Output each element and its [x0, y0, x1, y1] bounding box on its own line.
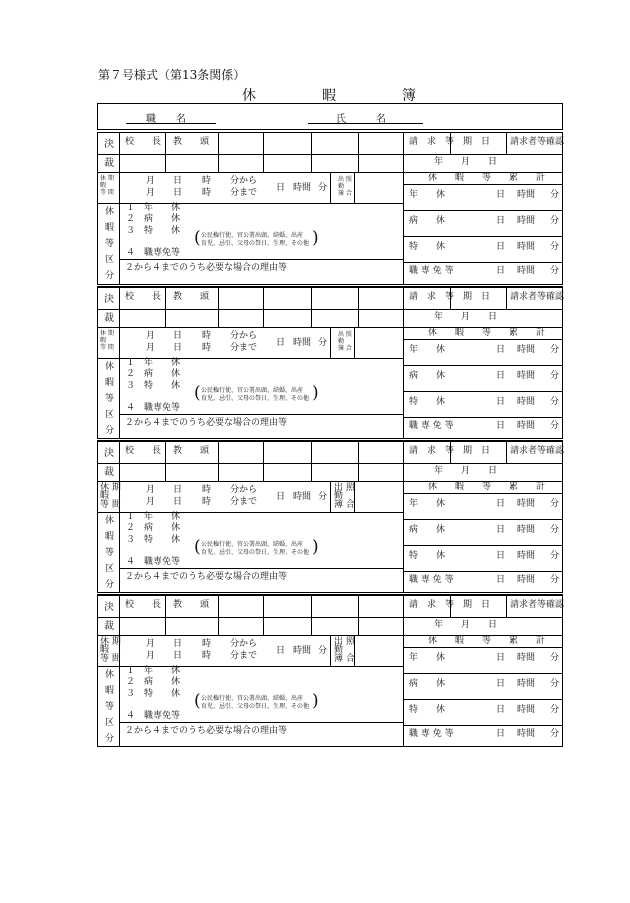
request-date-unit: 年	[434, 157, 444, 167]
approver-principal: 校 長	[125, 137, 162, 147]
approver-principal: 校 長	[125, 292, 162, 302]
category-label: 分	[105, 426, 115, 436]
period-to-unit: 時	[202, 188, 212, 198]
reason-label: ２から４までのうち必要な場合の理由等	[125, 572, 288, 582]
leave-category: ３ 特 休	[126, 381, 181, 391]
tally-row-label: 年 休	[409, 345, 446, 355]
tally-unit: 日	[496, 705, 506, 715]
tally-unit: 日	[496, 729, 506, 739]
category-label: 区	[105, 410, 115, 420]
period-label: 等 間	[100, 189, 114, 196]
period-total-unit: 時間	[293, 492, 312, 502]
tally-unit: 分	[550, 421, 560, 431]
tally-row-label: 年 休	[409, 653, 446, 663]
attendance-check-label: 簿 合	[334, 500, 355, 510]
attendance-check-label: 出 照	[338, 331, 352, 338]
tally-unit: 分	[550, 216, 560, 226]
approval-label: 裁	[104, 158, 114, 169]
period-from-unit: 月	[146, 176, 156, 186]
leave-category: １ 年 休	[126, 203, 181, 213]
attendance-check-label: 簿 合	[334, 654, 355, 664]
tally-row-label: 病 休	[409, 216, 446, 226]
approver-vice-principal: 教 頭	[173, 137, 210, 147]
attendance-check-label: 勤	[338, 338, 345, 345]
tally-unit: 時間	[517, 499, 536, 509]
tally-unit: 日	[496, 266, 506, 276]
tally-unit: 時間	[517, 653, 536, 663]
tally-row-label: 職 専 免 等	[409, 421, 454, 431]
period-to-unit: 分まで	[230, 343, 258, 353]
reason-label: ２から４までのうち必要な場合の理由等	[125, 263, 288, 273]
period-from-unit: 時	[202, 639, 212, 649]
period-from-unit: 時	[202, 176, 212, 186]
tally-header: 休 暇 等 累 計	[428, 328, 546, 338]
tally-header: 休 暇 等 累 計	[428, 173, 546, 183]
tally-unit: 分	[550, 266, 560, 276]
period-total-unit: 日	[276, 338, 286, 348]
tally-unit: 日	[496, 679, 506, 689]
leave-record-block: 決 裁 校 長 教 頭 休 期 暇 等 間 月 月 日 日 時 時 分から 分まで 日 時間 分 出 照 勤 簿 合 休 暇 等 区 １ 年 休 ２ 病 休 ３ 特 休 ４ 職専免等 ( ) 公民権行使、官公署出頭、結婚、出産 育児、忌引、父母の祭日、生理、その他 ２から４までのうち必要な場合の理由等 請 求 等 期 日 請求者等確認 年 月 日 休 暇 等 累 計 年 休 日 時間 分 病 休 日 時間 分 特 休 日 時間 分 職 専 免 等 日 時間 分 分	[97, 594, 563, 747]
attendance-check-label: 出 照	[334, 637, 355, 647]
leave-category: ３ 特 休	[126, 226, 181, 236]
request-date-unit: 日	[488, 157, 498, 167]
requester-confirm-header: 請求者等確認	[510, 292, 565, 302]
tally-unit: 分	[550, 397, 560, 407]
period-to-unit: 分まで	[230, 651, 258, 661]
tally-row-label: 特 休	[409, 705, 446, 715]
tally-row-label: 年 休	[409, 190, 446, 200]
tally-unit: 分	[550, 679, 560, 689]
category-label: 分	[105, 580, 115, 590]
request-date-header: 請 求 等 期 日	[409, 137, 491, 147]
period-to-unit: 分まで	[230, 497, 258, 507]
leave-category: １ 年 休	[126, 666, 181, 676]
period-label: 休 期	[100, 175, 114, 182]
leave-category: ３ 特 休	[126, 689, 181, 699]
tally-unit: 分	[550, 729, 560, 739]
attendance-check-label: 勤	[338, 183, 345, 190]
category-label: 区	[105, 255, 115, 265]
tally-unit: 日	[496, 421, 506, 431]
tally-row-label: 年 休	[409, 499, 446, 509]
special-leave-note: 公民権行使、官公署出頭、結婚、出産	[201, 232, 304, 239]
period-from-unit: 月	[146, 485, 156, 495]
request-date-unit: 月	[461, 157, 471, 167]
category-label: 暇	[105, 223, 115, 233]
category-label: 等	[105, 702, 115, 712]
period-to-unit: 月	[146, 188, 156, 198]
request-date-unit: 日	[488, 312, 498, 322]
request-date-header: 請 求 等 期 日	[409, 292, 491, 302]
attendance-check-label: 簿 合	[338, 190, 352, 197]
tally-unit: 日	[496, 397, 506, 407]
name-label: 氏 名	[336, 114, 386, 125]
tally-unit: 時間	[517, 679, 536, 689]
attendance-check-label: 出 照	[338, 176, 352, 183]
tally-unit: 時間	[517, 551, 536, 561]
attendance-check-label: 勤	[334, 491, 344, 501]
tally-row-label: 特 休	[409, 242, 446, 252]
period-label: 暇	[100, 182, 107, 189]
category-label: 等	[105, 548, 115, 558]
form-number: 第７号様式（第13条関係）	[98, 68, 246, 82]
tally-unit: 時間	[517, 705, 536, 715]
tally-unit: 日	[496, 525, 506, 535]
period-from-unit: 日	[173, 485, 183, 495]
approval-label: 裁	[104, 467, 114, 478]
tally-unit: 日	[496, 575, 506, 585]
period-label: 等 間	[100, 654, 121, 664]
tally-unit: 時間	[517, 729, 536, 739]
leave-record-block: 決 裁 校 長 教 頭 休 期 暇 等 間 月 月 日 日 時 時 分から 分まで 日 時間 分 出 照 勤 簿 合 休 暇 等 区 １ 年 休 ２ 病 休 ３ 特 休 ４ 職専免等 ( ) 公民権行使、官公署出頭、結婚、出産 育児、忌引、父母の祭日、生理、その他 ２から４までのうち必要な場合の理由等 請 求 等 期 日 請求者等確認 年 月 日 休 暇 等 累 計 年 休 日 時間 分 病 休 日 時間 分 特 休 日 時間 分 職 専 免 等 日 時間 分 分	[97, 132, 563, 285]
category-label: 分	[105, 271, 115, 281]
period-total-unit: 分	[318, 183, 328, 193]
tally-unit: 分	[550, 345, 560, 355]
period-from-unit: 日	[173, 331, 183, 341]
period-total-unit: 分	[318, 492, 328, 502]
leave-category: ４ 職専免等	[126, 711, 181, 721]
period-from-unit: 分から	[230, 176, 258, 186]
leave-category: ３ 特 休	[126, 535, 181, 545]
approval-label: 裁	[104, 621, 114, 632]
tally-row-label: 職 専 免 等	[409, 729, 454, 739]
period-label: 休 期	[100, 637, 121, 647]
tally-unit: 分	[550, 705, 560, 715]
tally-unit: 日	[496, 551, 506, 561]
request-date-unit: 日	[488, 620, 498, 630]
leave-record-block: 決 裁 校 長 教 頭 休 期 暇 等 間 月 月 日 日 時 時 分から 分まで 日 時間 分 出 照 勤 簿 合 休 暇 等 区 １ 年 休 ２ 病 休 ３ 特 休 ４ 職専免等 ( ) 公民権行使、官公署出頭、結婚、出産 育児、忌引、父母の祭日、生理、その他 ２から４までのうち必要な場合の理由等 請 求 等 期 日 請求者等確認 年 月 日 休 暇 等 累 計 年 休 日 時間 分 病 休 日 時間 分 特 休 日 時間 分 職 専 免 等 日 時間 分 分	[97, 286, 563, 439]
period-total-unit: 分	[318, 646, 328, 656]
tally-row-label: 職 専 免 等	[409, 575, 454, 585]
tally-unit: 日	[496, 242, 506, 252]
period-to-unit: 日	[173, 651, 183, 661]
period-to-unit: 時	[202, 343, 212, 353]
period-from-unit: 分から	[230, 485, 258, 495]
period-from-unit: 時	[202, 331, 212, 341]
tally-unit: 分	[550, 551, 560, 561]
tally-unit: 時間	[517, 242, 536, 252]
tally-unit: 日	[496, 190, 506, 200]
tally-unit: 時間	[517, 266, 536, 276]
period-to-unit: 分まで	[230, 188, 258, 198]
period-from-unit: 分から	[230, 639, 258, 649]
reason-label: ２から４までのうち必要な場合の理由等	[125, 418, 288, 428]
special-leave-note: 育児、忌引、父母の祭日、生理、その他	[201, 240, 310, 247]
tally-row-label: 病 休	[409, 371, 446, 381]
approver-vice-principal: 教 頭	[173, 600, 210, 610]
tally-unit: 分	[550, 499, 560, 509]
approval-label: 裁	[104, 313, 114, 324]
category-label: 区	[105, 718, 115, 728]
leave-category: ２ 病 休	[126, 214, 181, 224]
period-from-unit: 月	[146, 331, 156, 341]
period-from-unit: 日	[173, 176, 183, 186]
category-label: 等	[105, 239, 115, 249]
period-to-unit: 月	[146, 651, 156, 661]
requester-confirm-header: 請求者等確認	[510, 137, 565, 147]
period-to-unit: 日	[173, 343, 183, 353]
leave-category: １ 年 休	[126, 358, 181, 368]
tally-unit: 時間	[517, 525, 536, 535]
special-leave-note: 育児、忌引、父母の祭日、生理、その他	[201, 549, 310, 556]
tally-unit: 日	[496, 371, 506, 381]
leave-category: ２ 病 休	[126, 369, 181, 379]
tally-unit: 時間	[517, 421, 536, 431]
period-label: 等 間	[100, 500, 121, 510]
tally-header: 休 暇 等 累 計	[428, 636, 546, 646]
category-label: 分	[105, 734, 115, 744]
special-leave-note: 公民権行使、官公署出頭、結婚、出産	[201, 541, 304, 548]
tally-unit: 分	[550, 371, 560, 381]
leave-category: ４ 職専免等	[126, 248, 181, 258]
approval-label: 決	[104, 602, 114, 613]
tally-unit: 時間	[517, 575, 536, 585]
tally-unit: 日	[496, 216, 506, 226]
position-label: 職 名	[146, 114, 186, 125]
approver-principal: 校 長	[125, 446, 162, 456]
request-date-unit: 年	[434, 466, 444, 476]
special-leave-note: 公民権行使、官公署出頭、結婚、出産	[201, 387, 304, 394]
approval-label: 決	[104, 448, 114, 459]
leave-category: ４ 職専免等	[126, 557, 181, 567]
employee-header	[97, 103, 563, 130]
approval-label: 決	[104, 294, 114, 305]
category-label: 等	[105, 394, 115, 404]
requester-confirm-header: 請求者等確認	[510, 446, 565, 456]
period-from-unit: 日	[173, 639, 183, 649]
tally-row-label: 病 休	[409, 525, 446, 535]
request-date-unit: 月	[461, 466, 471, 476]
reason-label: ２から４までのうち必要な場合の理由等	[125, 726, 288, 736]
period-total-unit: 分	[318, 338, 328, 348]
period-to-unit: 時	[202, 651, 212, 661]
tally-unit: 分	[550, 575, 560, 585]
category-label: 休	[105, 362, 115, 372]
period-to-unit: 月	[146, 343, 156, 353]
period-label: 等 間	[100, 344, 114, 351]
special-leave-note: 育児、忌引、父母の祭日、生理、その他	[201, 395, 310, 402]
category-label: 休	[105, 207, 115, 217]
title-char: 簿	[402, 88, 416, 104]
period-label: 暇	[100, 491, 110, 501]
leave-category: １ 年 休	[126, 512, 181, 522]
period-label: 暇	[100, 337, 107, 344]
tally-row-label: 職 専 免 等	[409, 266, 454, 276]
tally-unit: 時間	[517, 345, 536, 355]
request-date-unit: 月	[461, 312, 471, 322]
approver-principal: 校 長	[125, 600, 162, 610]
period-to-unit: 日	[173, 188, 183, 198]
period-to-unit: 日	[173, 497, 183, 507]
request-date-unit: 月	[461, 620, 471, 630]
tally-unit: 日	[496, 345, 506, 355]
tally-unit: 分	[550, 242, 560, 252]
tally-unit: 時間	[517, 371, 536, 381]
category-label: 暇	[105, 378, 115, 388]
tally-row-label: 病 休	[409, 679, 446, 689]
request-date-unit: 年	[434, 312, 444, 322]
period-label: 暇	[100, 645, 110, 655]
tally-header: 休 暇 等 累 計	[428, 482, 546, 492]
leave-category: ２ 病 休	[126, 523, 181, 533]
attendance-check-label: 出 照	[334, 483, 355, 493]
tally-unit: 分	[550, 525, 560, 535]
period-total-unit: 時間	[293, 646, 312, 656]
period-from-unit: 分から	[230, 331, 258, 341]
period-from-unit: 時	[202, 485, 212, 495]
attendance-check-label: 勤	[334, 645, 344, 655]
tally-unit: 分	[550, 653, 560, 663]
tally-unit: 日	[496, 499, 506, 509]
tally-unit: 時間	[517, 216, 536, 226]
category-label: 暇	[105, 686, 115, 696]
category-label: 休	[105, 516, 115, 526]
leave-category: ４ 職専免等	[126, 403, 181, 413]
period-total-unit: 時間	[293, 338, 312, 348]
category-label: 暇	[105, 532, 115, 542]
request-date-unit: 日	[488, 466, 498, 476]
period-total-unit: 日	[276, 646, 286, 656]
period-total-unit: 時間	[293, 183, 312, 193]
approver-vice-principal: 教 頭	[173, 292, 210, 302]
tally-row-label: 特 休	[409, 551, 446, 561]
requester-confirm-header: 請求者等確認	[510, 600, 565, 610]
title-char: 暇	[322, 88, 336, 104]
request-date-header: 請 求 等 期 日	[409, 600, 491, 610]
special-leave-note: 公民権行使、官公署出頭、結婚、出産	[201, 695, 304, 702]
category-label: 休	[105, 670, 115, 680]
period-label: 休 期	[100, 483, 121, 493]
period-total-unit: 日	[276, 492, 286, 502]
category-label: 区	[105, 564, 115, 574]
request-date-unit: 年	[434, 620, 444, 630]
period-label: 休 期	[100, 330, 114, 337]
approval-label: 決	[104, 139, 114, 150]
tally-row-label: 特 休	[409, 397, 446, 407]
request-date-header: 請 求 等 期 日	[409, 446, 491, 456]
period-total-unit: 日	[276, 183, 286, 193]
tally-unit: 時間	[517, 190, 536, 200]
leave-category: ２ 病 休	[126, 677, 181, 687]
title-char: 休	[242, 88, 256, 104]
document-title	[97, 85, 563, 103]
period-to-unit: 時	[202, 497, 212, 507]
leave-record-block: 決 裁 校 長 教 頭 休 期 暇 等 間 月 月 日 日 時 時 分から 分まで 日 時間 分 出 照 勤 簿 合 休 暇 等 区 １ 年 休 ２ 病 休 ３ 特 休 ４ 職専免等 ( ) 公民権行使、官公署出頭、結婚、出産 育児、忌引、父母の祭日、生理、その他 ２から４までのうち必要な場合の理由等 請 求 等 期 日 請求者等確認 年 月 日 休 暇 等 累 計 年 休 日 時間 分 病 休 日 時間 分 特 休 日 時間 分 職 専 免 等 日 時間 分 分	[97, 440, 563, 593]
special-leave-note: 育児、忌引、父母の祭日、生理、その他	[201, 703, 310, 710]
tally-unit: 時間	[517, 397, 536, 407]
tally-unit: 日	[496, 653, 506, 663]
period-to-unit: 月	[146, 497, 156, 507]
attendance-check-label: 簿 合	[338, 345, 352, 352]
approver-vice-principal: 教 頭	[173, 446, 210, 456]
period-from-unit: 月	[146, 639, 156, 649]
tally-unit: 分	[550, 190, 560, 200]
